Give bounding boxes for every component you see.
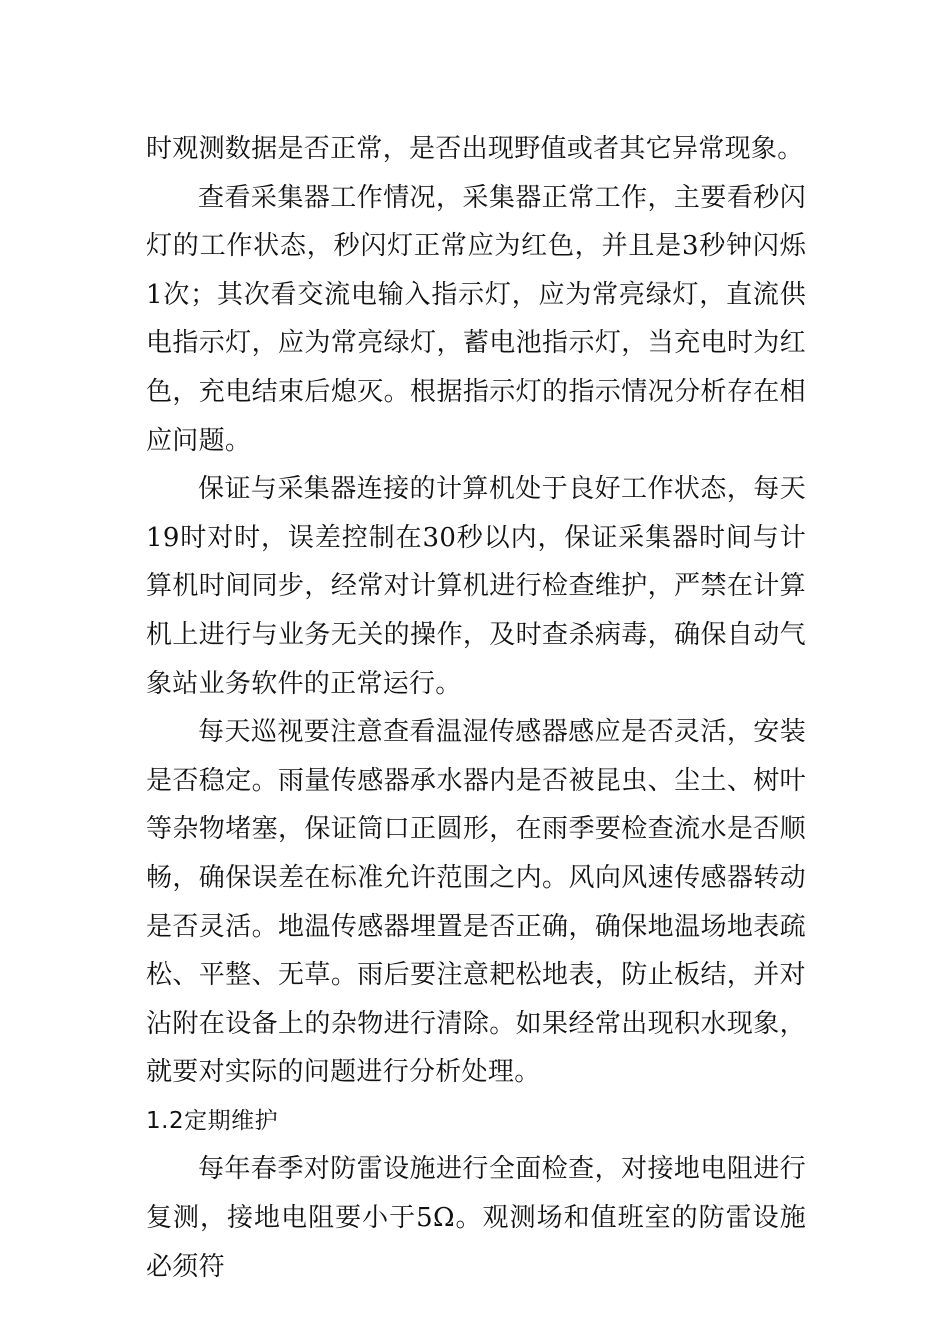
- paragraph-collector-status: 查看采集器工作情况，采集器正常工作，主要看秒闪灯的工作状态，秒闪灯正常应为红色，并且是3秒钟闪烁1次；其次看交流电输入指示灯，应为常亮绿灯，直流供电指示灯，应为常亮绿灯，蓄电池指示灯，当充电时为红色，充电结束后熄灭。根据指示灯的指示情况分析存在相应问题。: [146, 182, 806, 456]
- document-body: [146, 125, 806, 1291]
- paragraph-computer-maintenance: 保证与采集器连接的计算机处于良好工作状态，每天19时对时，误差控制在30秒以内，保证采集器时间与计算机时间同步，经常对计算机进行检查维护，严禁在计算机上进行与业务无关的操作，及时查杀病毒，确保自动气象站业务软件的正常运行。: [146, 474, 806, 699]
- paragraph-sensor-inspection: 每天巡视要注意查看温湿传感器感应是否灵活，安装是否稳定。雨量传感器承水器内是否被昆虫、尘土、树叶等杂物堵塞，保证筒口正圆形，在雨季要检查流水是否顺畅，确保误差在标准允许范围之内。风向风速传感器转动是否灵活。地温传感器埋置是否正确，确保地温场地表疏松、平整、无草。雨后要注意耙松地表，防止板结，并对沾附在设备上的杂物进行清除。如果经常出现积水现象，就要对实际的问题进行分析处理。: [146, 717, 806, 1088]
- section-heading-periodic-maintenance: 1.2定期维护: [146, 1107, 279, 1134]
- paragraph-lightning-protection: 每年春季对防雷设施进行全面检查，对接地电阻进行复测，接地电阻要小于5Ω。观测场和值班室的防雷设施必须符: [146, 1154, 806, 1282]
- paragraph-observation-data: 时观测数据是否正常，是否出现野值或者其它异常现象。: [146, 134, 804, 164]
